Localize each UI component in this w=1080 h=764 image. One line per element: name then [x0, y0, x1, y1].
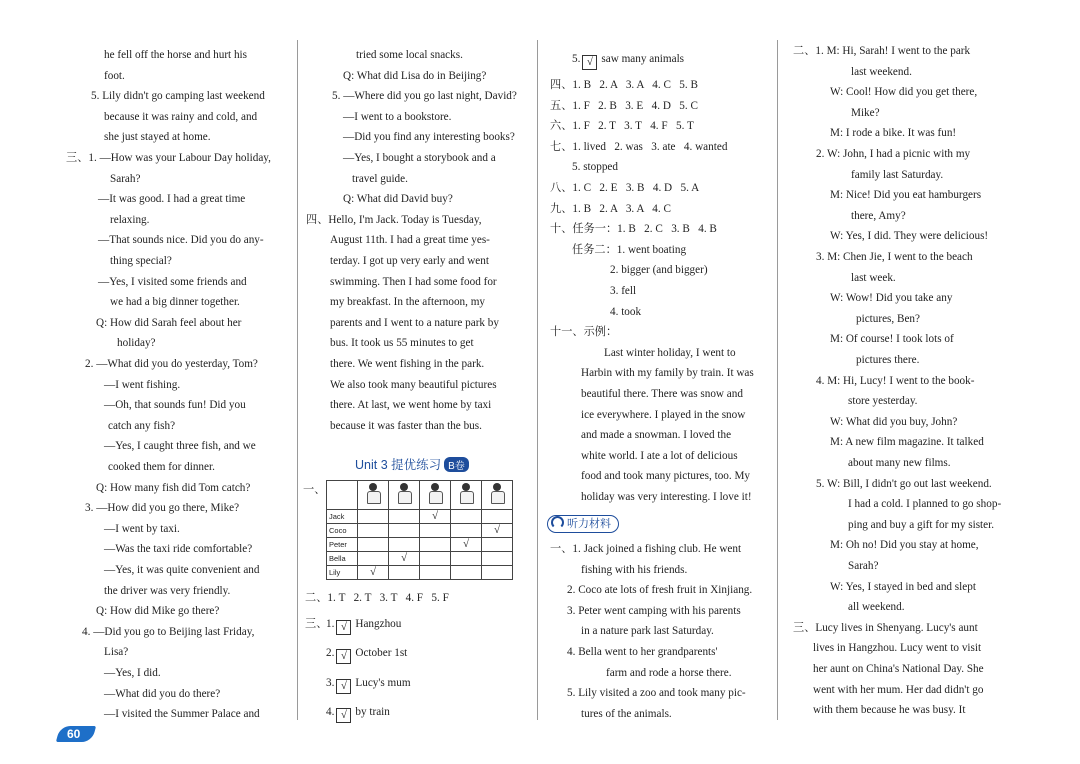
col3-text-line: 四、1. B 2. A 3. A 4. C 5. B: [550, 79, 698, 91]
col1-text-line: —What did you do there?: [104, 688, 221, 700]
col3-text-line: 八、1. C 2. E 3. B 4. D 5. A: [550, 182, 700, 194]
col1-text-line: Q: How did Sarah feel about her: [96, 317, 242, 329]
col1-text-line: foot.: [104, 70, 125, 82]
col2-text-line: 5. —Where did you go last night, David?: [332, 90, 517, 102]
col4-text-line: W: Yes, I stayed in bed and slept: [830, 581, 976, 593]
unit-title: Unit 3 提优练习: [355, 458, 442, 472]
q3-item: 3. √ Lucy's mum: [326, 677, 411, 692]
col1-text-line: Lisa?: [104, 646, 129, 658]
col2-text-line: parents and I went to a nature park by: [330, 317, 499, 329]
col4-text-line: W: Cool! How did you get there,: [830, 86, 978, 98]
check-box: √: [582, 55, 597, 70]
grid-cell: [358, 538, 389, 552]
col1-text-line: 三、1. —How was your Labour Day holiday,: [66, 152, 271, 164]
col2-text-line: bus. It took us 55 minutes to get: [330, 337, 474, 349]
col3-text-line: ice everywhere. I played in the snow: [581, 409, 746, 421]
grid-cell: [451, 524, 482, 538]
col3b-text-line: 5. Lily visited a zoo and took many pic-: [567, 687, 746, 699]
grid-row-name: Peter: [327, 538, 358, 552]
col2-text-line: —I went to a bookstore.: [343, 111, 452, 123]
q3-item: 2. √ October 1st: [326, 647, 408, 662]
grid-cell: [420, 538, 451, 552]
col3b-text-line: tures of the animals.: [581, 708, 672, 720]
col2-text-line: —Did you find any interesting books?: [343, 131, 515, 143]
col3b-text-line: fishing with his friends.: [581, 564, 688, 576]
column-divider: [297, 40, 298, 720]
col4-text-line: 4. M: Hi, Lucy! I went to the book-: [816, 375, 975, 387]
column-divider: [777, 40, 778, 720]
col3-text-line: 任务二：1. went boating: [572, 244, 687, 256]
col4-text-line: M: Nice! Did you eat hamburgers: [830, 189, 982, 201]
col1-text-line: —It was good. I had a great time: [98, 193, 246, 205]
col3-text-line: holiday was very interesting. I love it!: [581, 491, 752, 503]
col3-text-line: 4. took: [610, 306, 642, 318]
answer-line: 二、1. T 2. T 3. T 4. F 5. F: [305, 592, 449, 604]
grid-cell: [358, 510, 389, 524]
col2-text-line: swimming. Then I had some food for: [330, 276, 497, 288]
col4-text-line: Mike?: [851, 107, 880, 119]
col1-text-line: —That sounds nice. Did you do any-: [98, 234, 264, 246]
page-number: 60: [58, 724, 96, 744]
grid-check: √: [482, 524, 513, 538]
grid-check: √: [389, 552, 420, 566]
col3-text-line: 5. stopped: [572, 161, 618, 173]
picture-cell: [420, 481, 451, 510]
col4-text-line: M: I rode a bike. It was fun!: [830, 127, 957, 139]
col2-text-line: Q: What did Lisa do in Beijing?: [343, 70, 487, 82]
grid-cell: [482, 538, 513, 552]
col1-text-line: because it was rainy and cold, and: [104, 111, 258, 123]
col4-text-line: M: Oh no! Did you stay at home,: [830, 539, 979, 551]
col4-text-line: about many new films.: [848, 457, 951, 469]
col1-text-line: cooked them for dinner.: [108, 461, 215, 473]
grid-check: √: [420, 510, 451, 524]
grid-cell: [451, 552, 482, 566]
grid-row-name: Lily: [327, 566, 358, 580]
picture-cell: [389, 481, 420, 510]
col1-text-line: thing special?: [110, 255, 172, 267]
col3b-text-line: 一、1. Jack joined a fishing club. He went: [550, 543, 742, 555]
col1-text-line: —Yes, I visited some friends and: [98, 276, 247, 288]
picture-cell: [358, 481, 389, 510]
col2-text-line: We also took many beautiful pictures: [330, 379, 497, 391]
grid-cell: [358, 524, 389, 538]
col4-text-line: store yesterday.: [848, 395, 918, 407]
col4-text-line: her aunt on China's National Day. She: [813, 663, 984, 675]
col4-text-line: there, Amy?: [851, 210, 906, 222]
check-box: √: [336, 679, 351, 694]
col1-text-line: holiday?: [117, 337, 156, 349]
grid-cell: [482, 552, 513, 566]
col4-text-line: last weekend.: [851, 66, 912, 78]
col3-text-line: Last winter holiday, I went to: [604, 347, 736, 359]
q3-item: 1. √ Hangzhou: [326, 618, 402, 633]
grid-check: √: [451, 538, 482, 552]
col2-text-line: there. We went fishing in the park.: [330, 358, 485, 370]
grid-cell: [420, 552, 451, 566]
col4-text-line: W: Wow! Did you take any: [830, 292, 953, 304]
col1-text-line: Q: How many fish did Tom catch?: [96, 482, 251, 494]
child-picture-icon: [395, 482, 413, 504]
headphones-icon: [551, 516, 564, 529]
grid-label: 一、: [303, 484, 326, 496]
listening-material-badge: 听力材料: [547, 515, 619, 533]
col1-text-line: relaxing.: [110, 214, 150, 226]
grid-cell: [482, 566, 513, 580]
child-picture-icon: [364, 482, 382, 504]
check-box: √: [336, 620, 351, 635]
child-picture-icon: [457, 482, 475, 504]
grid-row-name: Jack: [327, 510, 358, 524]
grid-cell: [389, 524, 420, 538]
col3-text-line: 2. bigger (and bigger): [610, 264, 708, 276]
col2-text-line: tried some local snacks.: [356, 49, 463, 61]
col2-text-line: Q: What did David buy?: [343, 193, 453, 205]
unit-heading: [355, 455, 469, 473]
col2-text-line: travel guide.: [352, 173, 408, 185]
col4-text-line: pictures, Ben?: [856, 313, 920, 325]
col4-text-line: ping and buy a gift for my sister.: [848, 519, 995, 531]
col1-text-line: —I went by taxi.: [104, 523, 180, 535]
col3b-text-line: 2. Coco ate lots of fresh fruit in Xinjiang.: [567, 584, 753, 596]
col4-text-line: 3. M: Chen Jie, I went to the beach: [816, 251, 973, 263]
child-picture-icon: [426, 482, 444, 504]
col4-text-line: with them because he was busy. It: [813, 704, 966, 716]
col4-text-line: last week.: [851, 272, 896, 284]
grid-row-name: Coco: [327, 524, 358, 538]
col1-text-line: we had a big dinner together.: [110, 296, 240, 308]
child-picture-icon: [488, 482, 506, 504]
col3-text-line: beautiful there. There was snow and: [581, 388, 743, 400]
grid-cell: [389, 538, 420, 552]
col4-text-line: 三、Lucy lives in Shenyang. Lucy's aunt: [793, 622, 978, 634]
col3-text-line: food and took many pictures, too. My: [581, 470, 751, 482]
col1-text-line: she just stayed at home.: [104, 131, 211, 143]
check-box: √: [336, 649, 351, 664]
col4-text-line: lives in Hangzhou. Lucy went to visit: [813, 642, 982, 654]
col3-text-line: and made a snowman. I loved the: [581, 429, 732, 441]
col3-text-line: 十、任务一：1. B 2. C 3. B 4. B: [550, 223, 717, 235]
col4-text-line: pictures there.: [856, 354, 920, 366]
col4-text-line: all weekend.: [848, 601, 905, 613]
grid-cell: [420, 566, 451, 580]
col3-text-line: 六、1. F 2. T 3. T 4. F 5. T: [550, 120, 694, 132]
col4-text-line: went with her mum. Her dad didn't go: [813, 684, 984, 696]
check-box: √: [336, 708, 351, 723]
col4-text-line: family last Saturday.: [851, 169, 944, 181]
col3-text-line: 七、1. lived 2. was 3. ate 4. wanted: [550, 141, 728, 153]
col1-text-line: the driver was very friendly.: [104, 585, 231, 597]
col3-text-line: white world. I ate a lot of delicious: [581, 450, 738, 462]
col2-text-line: there. At last, we went home by taxi: [330, 399, 492, 411]
grid-cell: [389, 510, 420, 524]
col1-text-line: —Yes, I caught three fish, and we: [104, 440, 256, 452]
grid-cell: [358, 552, 389, 566]
col3-text-line: 九、1. B 2. A 3. A 4. C: [550, 203, 671, 215]
col1-text-line: —Yes, I did.: [104, 667, 161, 679]
grid-cell: [451, 566, 482, 580]
q3-item: 4. √ by train: [326, 706, 390, 721]
grid-cell: [482, 510, 513, 524]
grid-cell: [389, 566, 420, 580]
col3-text-line: 十一、示例：: [550, 326, 618, 338]
col2-text-line: —Yes, I bought a storybook and a: [343, 152, 496, 164]
col4-text-line: 二、1. M: Hi, Sarah! I went to the park: [793, 45, 971, 57]
col3-top-item: 5. √ saw many animals: [572, 53, 685, 68]
unit-badge: B卷: [444, 457, 469, 472]
col2-text-line: because it was faster than the bus.: [330, 420, 482, 432]
col1-text-line: Sarah?: [110, 173, 141, 185]
col1-text-line: catch any fish?: [108, 420, 176, 432]
col2-text-line: terday. I got up very early and went: [330, 255, 489, 267]
column-divider: [537, 40, 538, 720]
col2-text-line: my breakfast. In the afternoon, my: [330, 296, 486, 308]
col1-text-line: —Was the taxi ride comfortable?: [104, 543, 253, 555]
col3b-text-line: 4. Bella went to her grandparents': [567, 646, 718, 658]
grid-corner-cell: [327, 481, 358, 510]
picture-cell: [482, 481, 513, 510]
col1-text-line: he fell off the horse and hurt his: [104, 49, 248, 61]
grid-row-name: Bella: [327, 552, 358, 566]
col3-text-line: 五、1. F 2. B 3. E 4. D 5. C: [550, 100, 698, 112]
col4-text-line: W: What did you buy, John?: [830, 416, 958, 428]
col1-text-line: —I went fishing.: [104, 379, 181, 391]
grid-cell: [451, 510, 482, 524]
col1-text-line: 3. —How did you go there, Mike?: [85, 502, 240, 514]
col3b-text-line: in a nature park last Saturday.: [581, 625, 714, 637]
col1-text-line: Q: How did Mike go there?: [96, 605, 220, 617]
col3b-text-line: 3. Peter went camping with his parents: [567, 605, 741, 617]
col1-text-line: 5. Lily didn't go camping last weekend: [91, 90, 265, 102]
q3-label: 三、: [305, 618, 328, 630]
col1-text-line: —I visited the Summer Palace and: [104, 708, 260, 720]
col4-text-line: I had a cold. I planned to go shop-: [848, 498, 1002, 510]
col1-text-line: —Yes, it was quite convenient and: [104, 564, 260, 576]
col1-text-line: 4. —Did you go to Beijing last Friday,: [82, 626, 255, 638]
col1-text-line: 2. —What did you do yesterday, Tom?: [85, 358, 258, 370]
grid-cell: [420, 524, 451, 538]
col2-text-line: August 11th. I had a great time yes-: [330, 234, 490, 246]
answer-grid: [326, 480, 513, 580]
col3-text-line: Harbin with my family by train. It was: [581, 367, 754, 379]
col4-text-line: 2. W: John, I had a picnic with my: [816, 148, 971, 160]
col4-text-line: M: Of course! I took lots of: [830, 333, 954, 345]
col2-text-line: 四、Hello, I'm Jack. Today is Tuesday,: [306, 214, 482, 226]
col3b-text-line: farm and rode a horse there.: [606, 667, 732, 679]
col4-text-line: W: Yes, I did. They were delicious!: [830, 230, 989, 242]
col4-text-line: 5. W: Bill, I didn't go out last weekend.: [816, 478, 992, 490]
col4-text-line: M: A new film magazine. It talked: [830, 436, 984, 448]
col3-text-line: 3. fell: [610, 285, 637, 297]
col1-text-line: —Oh, that sounds fun! Did you: [104, 399, 246, 411]
grid-check: √: [358, 566, 389, 580]
picture-cell: [451, 481, 482, 510]
col4-text-line: Sarah?: [848, 560, 879, 572]
